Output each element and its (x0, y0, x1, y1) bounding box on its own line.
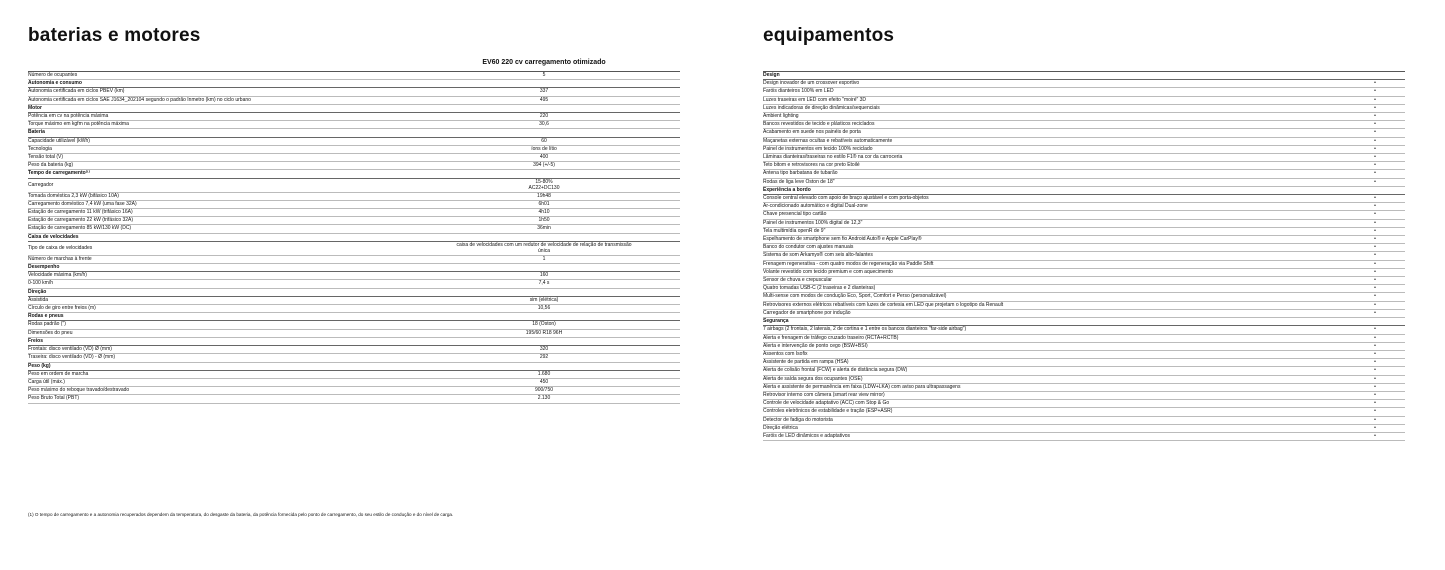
row-label: Torque máximo em kgfm na potência máxima (28, 121, 129, 128)
page-title-right: equipamentos (763, 25, 895, 46)
list-item (763, 80, 1405, 88)
row-value (418, 379, 670, 386)
value-line: 495 (539, 96, 549, 103)
bullet-mark: • (1374, 88, 1376, 95)
row-label: Círculo de giro entre freios (m) (28, 305, 96, 312)
bullet-mark: • (1374, 293, 1376, 300)
item-label: Retrovisor interno com câmera (smart rear view mirror) (763, 391, 885, 398)
row-value (418, 162, 670, 169)
item-label: Design (763, 72, 780, 78)
table-row (28, 371, 680, 379)
row-label: Motor (28, 104, 42, 111)
value-line: caixa de velocidades com um redutor de velocidade de relação de transmissão (456, 242, 632, 249)
value-line: 36min (537, 225, 551, 232)
bullet-mark: • (1374, 162, 1376, 169)
item-label: Painel de instrumentos em tecido 100% reciclado (763, 145, 873, 152)
value-line: 394 (+/-5) (533, 162, 555, 169)
table-row (28, 209, 680, 217)
item-label: Faróis dianteiros 100% em LED (763, 88, 834, 95)
row-label: Tensão total (V) (28, 154, 64, 161)
row-value (418, 272, 670, 279)
value-line: única (538, 248, 550, 255)
bullet-mark: • (1374, 359, 1376, 366)
list-item (763, 293, 1405, 301)
row-value (418, 179, 670, 191)
section-header (28, 264, 680, 272)
row-value (418, 72, 670, 79)
bullet-mark: • (1374, 285, 1376, 292)
list-item (763, 138, 1405, 146)
list-item (763, 113, 1405, 121)
bullet-mark: • (1374, 334, 1376, 341)
row-label: Caixa de velocidades (28, 233, 79, 240)
item-label: Rodas de liga leve Oston de 18" (763, 178, 835, 185)
row-label: Estação de carregamento 11 kW (trifásico 16A) (28, 209, 133, 216)
row-value (418, 280, 670, 287)
section-header (763, 187, 1405, 195)
list-item (763, 425, 1405, 433)
value-line: 195/60 R18 96H (525, 329, 563, 336)
section-header (763, 72, 1405, 80)
bullet-mark: • (1374, 80, 1376, 87)
table-row (28, 395, 680, 403)
item-label: Faróis de LED dinâmicos e adaptativos (763, 432, 850, 439)
item-label: Alerta de colisão frontal (FCW) e alerta de distância segura (DW) (763, 367, 908, 374)
list-item (763, 129, 1405, 137)
bullet-mark: • (1374, 113, 1376, 120)
value-line: 337 (539, 88, 549, 95)
bullet-mark: • (1374, 400, 1376, 407)
page-title-left: baterias e motores (28, 25, 201, 46)
list-item (763, 220, 1405, 228)
bullet-mark: • (1374, 137, 1376, 144)
bullet-mark: • (1374, 244, 1376, 251)
list-item (763, 170, 1405, 178)
list-item (763, 408, 1405, 416)
table-row (28, 280, 680, 288)
bullet-mark (1365, 72, 1385, 79)
bullet-mark: • (1374, 219, 1376, 226)
value-line: íons de lítio (531, 145, 557, 152)
bullet-mark: • (1374, 145, 1376, 152)
value-line: 160 (539, 272, 549, 279)
row-label: Número de ocupantes (28, 72, 78, 78)
row-value (418, 201, 670, 208)
row-value (418, 395, 670, 402)
item-label: Ar-condicionado automático e digital Dual-zone (763, 203, 868, 210)
bullet-mark: • (1374, 252, 1376, 259)
item-label: Assentos com Isofix (763, 350, 808, 357)
row-label: Carregador (28, 182, 54, 189)
list-item (763, 236, 1405, 244)
item-label: 7 airbags (2 frontais, 2 laterais, 2 de cortina e 1 entre os bancos dianteiros "far-side airbag") (763, 326, 967, 333)
bullet-mark: • (1374, 408, 1376, 415)
list-item (763, 400, 1405, 408)
bullet-mark: • (1374, 121, 1376, 128)
item-label: Luzes traseiras em LED com efeito "moiré" 3D (763, 96, 867, 103)
bullet-mark (1365, 318, 1385, 325)
bullet-mark: • (1374, 326, 1376, 333)
list-item (763, 105, 1405, 113)
item-label: Maçanetas externas ocultas e rebatíveis automaticamente (763, 137, 893, 144)
table-row (28, 305, 680, 313)
row-label: Assistida (28, 296, 49, 303)
value-line: 6h01 (538, 200, 550, 207)
list-item (763, 269, 1405, 277)
row-value (418, 209, 670, 216)
bullet-mark: • (1374, 268, 1376, 275)
value-line: 7,4 s (538, 280, 550, 287)
list-item (763, 154, 1405, 162)
item-label: Chave presencial tipo cartão (763, 211, 827, 218)
value-line: 60 (541, 137, 547, 144)
row-label: Traseira: disco ventilado (VD) - Ø (mm) (28, 354, 116, 361)
row-label: Tempo de carregamento⁽¹⁾ (28, 170, 90, 177)
row-value (418, 256, 670, 263)
bullet-mark: • (1374, 416, 1376, 423)
row-label: Estação de carregamento 22 kW (trifásico 32A) (28, 217, 134, 224)
section-header (28, 338, 680, 346)
bullet-mark: • (1374, 277, 1376, 284)
item-label: Bancos revestidos de tecido e plásticos reciclados (763, 121, 875, 128)
section-header (28, 289, 680, 297)
table-row (28, 138, 680, 146)
bullet-mark: • (1374, 383, 1376, 390)
value-line: 320 (539, 346, 549, 353)
row-value (418, 371, 670, 378)
value-line: 1 (542, 255, 546, 262)
row-label: Freios (28, 337, 44, 344)
item-label: Design inovador de um crossover esportivo (763, 80, 860, 87)
bullet-mark: • (1374, 424, 1376, 431)
list-item (763, 376, 1405, 384)
bullet-mark (1365, 187, 1385, 194)
row-label: Desempenho (28, 264, 60, 271)
row-value (418, 154, 670, 161)
value-line: 450 (539, 378, 549, 385)
item-label: Tela multimídia openR de 9" (763, 227, 826, 234)
row-label: Estação de carregamento 85 kW/130 kW (DC) (28, 225, 132, 232)
list-item (763, 335, 1405, 343)
table-row (28, 179, 680, 193)
row-value (418, 113, 670, 120)
row-value (418, 146, 670, 153)
row-label: Bateria (28, 129, 45, 136)
section-header (28, 105, 680, 113)
list-item (763, 326, 1405, 334)
table-row (28, 193, 680, 201)
right-column (763, 24, 1405, 439)
list-item (763, 310, 1405, 318)
value-line: 19h48 (537, 192, 551, 199)
value-line: 2.130 (537, 395, 551, 402)
row-label: Potência em cv na potência máxima (28, 113, 109, 120)
list-item (763, 261, 1405, 269)
list-item (763, 244, 1405, 252)
item-label: Antena tipo barbatana de tubarão (763, 170, 838, 177)
item-label: Quatro tomadas USB-C (2 traseiras e 2 dianteiras) (763, 285, 876, 292)
bullet-mark: • (1374, 301, 1376, 308)
bullet-mark: • (1374, 104, 1376, 111)
list-item (763, 343, 1405, 351)
item-label: Alerta e intervenção de ponto cego (BSW+BSI) (763, 342, 868, 349)
list-item (763, 392, 1405, 400)
bullet-mark: • (1374, 350, 1376, 357)
list-item (763, 277, 1405, 285)
bullet-mark: • (1374, 391, 1376, 398)
list-item (763, 302, 1405, 310)
row-label: Direção (28, 288, 47, 295)
item-label: Console central elevado com apoio de braço ajustável e com porta-objetos (763, 195, 929, 202)
row-value (418, 217, 670, 224)
list-item (763, 285, 1405, 293)
row-label: Peso máximo do reboque travado/destravado (28, 387, 130, 394)
table-row (28, 201, 680, 209)
row-value (418, 297, 670, 304)
section-header (28, 234, 680, 242)
table-row (28, 330, 680, 338)
list-item (763, 384, 1405, 392)
model-header-label: EV60 220 cv carregamento otimizado (482, 59, 606, 66)
value-line: 400 (539, 154, 549, 161)
item-label: Acabamento em suede nos painéis de porta (763, 129, 861, 136)
item-label: Experiência a bordo (763, 186, 811, 193)
table-row (28, 225, 680, 233)
list-item (763, 417, 1405, 425)
row-label: Rodas padrão (") (28, 321, 66, 328)
row-value (418, 330, 670, 337)
list-item (763, 211, 1405, 219)
table-row (28, 272, 680, 280)
row-value (418, 242, 670, 254)
list-item (763, 195, 1405, 203)
bullet-mark: • (1374, 236, 1376, 243)
table-row (28, 113, 680, 121)
bullet-mark: • (1374, 170, 1376, 177)
list-item (763, 252, 1405, 260)
value-line: 15-80% (535, 179, 553, 186)
item-label: Sistema de som Arkamys® com seis alto-falantes (763, 252, 873, 259)
row-label: Número de marchas à frente (28, 255, 92, 262)
row-label: Autonomia certificada em ciclos SAE J1634_202104 segundo o padrão Inmetro (km) no ciclo urbano (28, 96, 251, 103)
row-label: Tomada doméstica 2,3 kW (bifásico 10A) (28, 192, 119, 199)
bullet-mark: • (1374, 96, 1376, 103)
item-label: Alerta de saída segura dos ocupantes (OSE) (763, 375, 863, 382)
item-label: Painel de instrumentos 100% digital de 12,3" (763, 219, 863, 226)
list-item (763, 203, 1405, 211)
bullet-mark: • (1374, 432, 1376, 439)
list-item (763, 162, 1405, 170)
value-line: 220 (539, 113, 549, 120)
value-line: 1.680 (537, 370, 551, 377)
table-row (28, 242, 680, 256)
row-value (418, 97, 670, 104)
row-label: Carregamento doméstico 7,4 kW (uma fase 32A) (28, 200, 137, 207)
row-value (418, 138, 670, 145)
list-item (763, 97, 1405, 105)
item-label: Teto bitom e retrovisores na cor preto Etoilé (763, 162, 860, 169)
row-label: Capacidade utilizável (kWh) (28, 137, 90, 144)
item-label: Volante revestido com tecido premium e com aquecimento (763, 268, 893, 275)
table-row (28, 297, 680, 305)
row-label: Autonomia e consumo (28, 80, 82, 87)
bullet-mark: • (1374, 367, 1376, 374)
list-item (763, 121, 1405, 129)
row-value (418, 305, 670, 312)
table-row (28, 217, 680, 225)
row-label: Frontais: disco ventilado (VD) Ø (mm) (28, 346, 112, 353)
item-label: Segurança (763, 318, 789, 325)
value-line: 4h10 (538, 209, 550, 216)
table-row (28, 321, 680, 329)
row-value (418, 225, 670, 232)
table-row (28, 72, 680, 80)
value-line: 30,6 (539, 121, 549, 128)
item-label: Multi-sense com modos de condução Eco, Sport, Comfort e Perso (personalizável) (763, 293, 947, 300)
value-line: sim (elétrica) (529, 296, 559, 303)
row-value (418, 321, 670, 328)
table-row (28, 88, 680, 96)
list-item (763, 146, 1405, 154)
item-label: Alerta e assistente de permanência em faixa (LDW+LKA) com aviso para ultrapassagens (763, 383, 961, 390)
table-row (28, 256, 680, 264)
section-header (28, 170, 680, 178)
table-row (28, 97, 680, 105)
list-item (763, 433, 1405, 441)
section-header (28, 80, 680, 88)
value-line: 900/750 (534, 387, 554, 394)
bullet-mark: • (1374, 375, 1376, 382)
section-header (28, 129, 680, 137)
item-label: Luzes indicadoras de direção dinâmicas/sequenciais (763, 104, 880, 111)
section-header (763, 318, 1405, 326)
bullet-mark: • (1374, 342, 1376, 349)
row-label: 0-100 km/h (28, 280, 54, 287)
bullet-mark: • (1374, 227, 1376, 234)
list-item (763, 367, 1405, 375)
list-item (763, 179, 1405, 187)
table-row (28, 154, 680, 162)
row-value (418, 354, 670, 361)
bullet-mark: • (1374, 211, 1376, 218)
item-label: Espelhamento de smartphone sem fio Android Auto® e Apple CarPlay® (763, 236, 922, 243)
table-row (28, 354, 680, 362)
bullet-mark: • (1374, 203, 1376, 210)
value-line: 10,56 (537, 305, 551, 312)
item-label: Sensor de chuva e crepuscular (763, 277, 832, 284)
row-label: Dimensões do pneu (28, 329, 73, 336)
bullet-mark: • (1374, 154, 1376, 161)
table-row (28, 387, 680, 395)
item-label: Alerta e frenagem de tráfego cruzado traseiro (RCTA+RCTB) (763, 334, 899, 341)
row-label: Autonomia certificada em ciclos PBEV (km) (28, 88, 125, 95)
section-header (28, 363, 680, 371)
row-value (418, 121, 670, 128)
item-label: Banco do condutor com ajustes manuais (763, 244, 854, 251)
section-header (28, 313, 680, 321)
left-column (28, 24, 680, 402)
row-label: Peso Bruto Total (PBT) (28, 395, 80, 402)
row-label: Tipo de caixa de velocidades (28, 245, 93, 252)
bullet-mark: • (1374, 178, 1376, 185)
list-item (763, 351, 1405, 359)
footnote: (1) O tempo de carregamento e a autonomia recuperados dependem da temperatura, do desgaste da bateria, da potência fornecida pelo ponto de carregamento, do seu estilo de condução e do nível de carga. (28, 512, 454, 517)
item-label: Assistente de partida em rampa (HSA) (763, 359, 849, 366)
item-label: Direção elétrica (763, 424, 798, 431)
bullet-mark: • (1374, 129, 1376, 136)
row-value (418, 387, 670, 394)
table-row (28, 162, 680, 170)
list-item (763, 88, 1405, 96)
row-label: Tecnologia (28, 145, 52, 152)
row-value (418, 193, 670, 200)
row-label: Peso da bateria (kg) (28, 162, 74, 169)
table-row (28, 379, 680, 387)
item-label: Lâminas dianteiras/traseiras no estilo F1® na cor da carroceria (763, 154, 903, 161)
table-row (28, 146, 680, 154)
list-item (763, 359, 1405, 367)
item-label: Retrovisores externos elétricos rebatíveis com luzes de cortesia em LED que projetam o logotipo da Renault (763, 301, 1004, 308)
value-line: AC22+DC130 (528, 185, 560, 192)
item-label: Detector de fadiga do motorista (763, 416, 833, 423)
equipment-table (763, 71, 1405, 441)
value-line: 1h50 (538, 217, 550, 224)
table-row (28, 346, 680, 354)
bullet-mark: • (1374, 309, 1376, 316)
item-label: Frenagem regenerativa - com quatro modos de regeneração via Paddle Shift (763, 260, 934, 267)
row-label: Peso em ordem de marcha (28, 370, 89, 377)
item-label: Controles eletrônicos de estabilidade e tração (ESP+ASR) (763, 408, 893, 415)
row-value (418, 88, 670, 95)
row-label: Peso (kg) (28, 362, 51, 369)
table-row (28, 121, 680, 129)
item-label: Ambient lighting (763, 113, 799, 120)
row-value (418, 346, 670, 353)
row-label: Carga útil (máx.) (28, 378, 65, 385)
row-label: Rodas e pneus (28, 313, 64, 320)
value-line: 18 (Oston) (532, 321, 556, 328)
bullet-mark: • (1374, 195, 1376, 202)
row-label: Velocidade máxima (km/h) (28, 272, 87, 279)
value-line: 5 (542, 72, 546, 78)
specs-table (28, 71, 680, 404)
item-label: Controle de velocidade adaptativo (ACC) com Stop & Go (763, 400, 890, 407)
bullet-mark: • (1374, 260, 1376, 267)
list-item (763, 228, 1405, 236)
value-line: 292 (539, 354, 549, 361)
model-header (28, 58, 680, 68)
item-label: Carregador de smartphone por indução (763, 309, 851, 316)
